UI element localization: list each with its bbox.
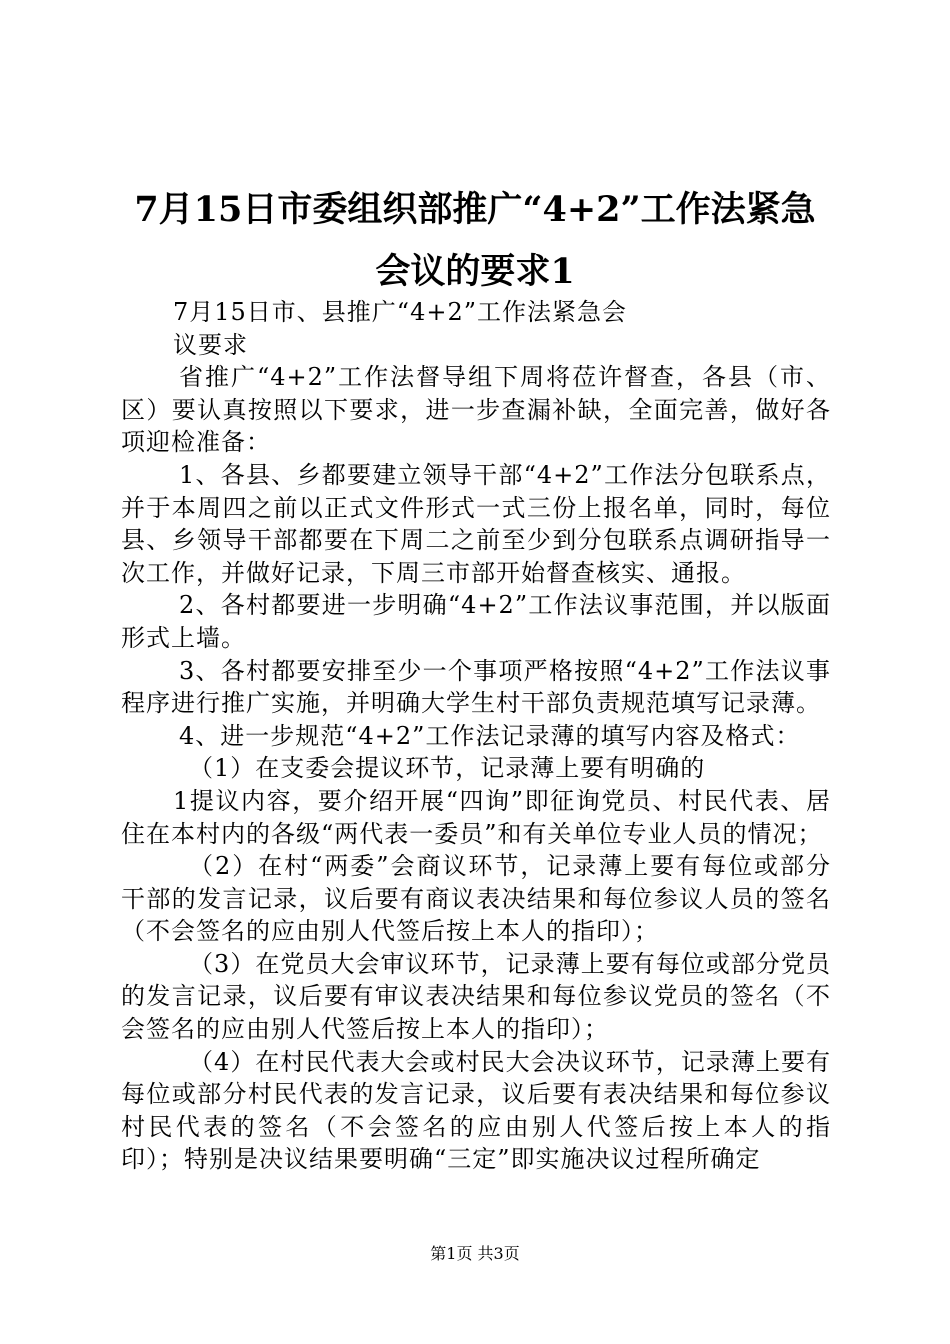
paragraph-sub-item-4: （4）在村民代表大会或村民大会决议环节，记录薄上要有每位或部分村民代表的发言记录，议后要有表决结果和每位参议村民代表的签名（不会签名的应由别人代签后按上本人的指印）；特别是决议结果要明确“三定”即实施决议过程所确定 <box>121 1047 831 1174</box>
paragraph-intro: 省推广“4+2”工作法督导组下周将莅许督查，各县（市、区）要认真按照以下要求，进一步查漏补缺，全面完善，做好各项迎检准备： <box>121 363 831 457</box>
paragraph-sub-item-1: （1）在支委会提议环节，记录薄上要有明确的 <box>189 754 706 783</box>
paragraph-subtitle-1: 7月15日市、县推广“4+2”工作法紧急会 <box>173 298 627 326</box>
document-title-line-2: 会议的要求1 <box>375 251 575 292</box>
paragraph-sub-item-2: （2）在村“两委”会商议环节，记录薄上要有每位或部分干部的发言记录，议后要有商议表决结果和每位参议人员的签名（不会签名的应由别人代签后按上本人的指印）； <box>121 852 831 946</box>
paragraph-item-1: 1、各县、乡都要建立领导干部“4+2”工作法分包联系点，并于本周四之前以正式文件形式一式三份上报名单，同时，每位县、乡领导干部都要在下周二之前至少到分包联系点调研指导一次工作，并做好记录，下周三市部开始督查核实、通报。 <box>121 460 831 587</box>
paragraph-sub-item-1-cont: 1提议内容，要介绍开展“四询”即征询党员、村民代表、居住在本村内的各级“两代表一委员”和有关单位专业人员的情况； <box>121 786 831 848</box>
document-title-line-1: 7月15日市委组织部推广“4+2”工作法紧急 <box>134 189 816 230</box>
paragraph-sub-item-3: （3）在党员大会审议环节，记录薄上要有每位或部分党员的发言记录，议后要有审议表决结果和每位参议党员的签名（不会签名的应由别人代签后按上本人的指印）； <box>121 949 831 1044</box>
paragraph-item-4: 4、进一步规范“4+2”工作法记录薄的填写内容及格式： <box>179 721 801 750</box>
paragraph-item-3: 3、各村都要安排至少一个事项严格按照“4+2”工作法议事程序进行推广实施，并明确大学生村干部负责规范填写记录薄。 <box>121 656 831 718</box>
page-footer: 第1页 共3页 <box>430 1244 520 1263</box>
document-body <box>121 296 831 1176</box>
paragraph-item-2: 2、各村都要进一步明确“4+2”工作法议事范围，并以版面形式上墙。 <box>121 591 831 652</box>
paragraph-subtitle-2: 议要求 <box>173 330 248 359</box>
